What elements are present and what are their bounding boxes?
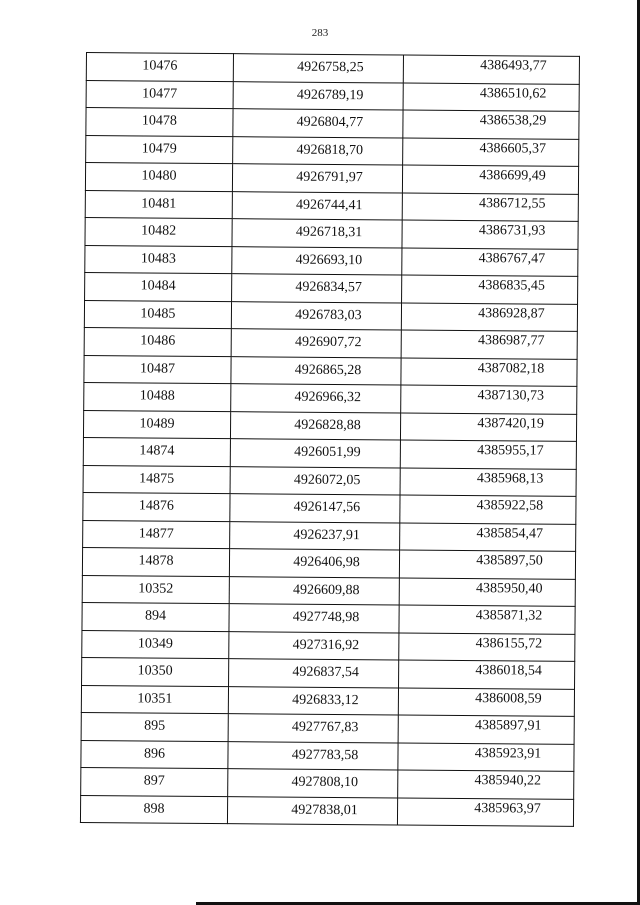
y-coordinate-text: 4385897,50 bbox=[476, 553, 543, 569]
point-id-text: 10478 bbox=[141, 113, 178, 129]
y-coordinate-text: 4385922,58 bbox=[476, 498, 544, 514]
point-id-text: 897 bbox=[143, 773, 165, 789]
table-row bbox=[82, 575, 575, 606]
table-row bbox=[81, 712, 574, 743]
x-coordinate-cell bbox=[228, 714, 398, 743]
x-coordinate-text: 4926791,97 bbox=[296, 169, 363, 186]
point-id-text: 896 bbox=[143, 746, 166, 762]
point-id-cell bbox=[83, 520, 230, 549]
x-coordinate-cell bbox=[233, 136, 403, 165]
table-row bbox=[86, 135, 579, 166]
y-coordinate-text: 4385854,47 bbox=[476, 525, 544, 542]
page-number: 283 bbox=[311, 27, 329, 39]
x-coordinate-text: 4927767,83 bbox=[291, 719, 359, 736]
point-id-cell bbox=[86, 135, 233, 164]
point-id-text: 14875 bbox=[139, 471, 175, 487]
point-id-cell bbox=[83, 492, 230, 521]
coordinates-table-body bbox=[80, 53, 579, 827]
x-coordinate-cell bbox=[233, 54, 403, 83]
point-id-text: 10489 bbox=[139, 416, 175, 432]
point-id-text: 10481 bbox=[141, 196, 177, 212]
point-id-cell bbox=[81, 712, 228, 741]
y-coordinate-cell bbox=[398, 770, 574, 799]
x-coordinate-cell bbox=[229, 549, 399, 578]
y-coordinate-cell bbox=[399, 605, 575, 634]
y-coordinate-cell bbox=[403, 137, 579, 166]
point-id-cell bbox=[83, 465, 230, 494]
table-row bbox=[85, 217, 578, 248]
x-coordinate-cell bbox=[227, 796, 397, 825]
y-coordinate-cell bbox=[403, 82, 579, 111]
y-coordinate-text: 4385897,91 bbox=[474, 718, 542, 734]
x-coordinate-cell bbox=[229, 659, 399, 688]
x-coordinate-cell bbox=[230, 494, 400, 523]
x-coordinate-text: 4926789,19 bbox=[296, 87, 364, 103]
point-id-text: 14874 bbox=[139, 443, 175, 459]
point-id-cell bbox=[84, 327, 231, 356]
x-coordinate-cell bbox=[230, 521, 400, 550]
point-id-text: 14878 bbox=[138, 553, 174, 569]
y-coordinate-cell bbox=[398, 715, 574, 744]
x-coordinate-text: 4926237,91 bbox=[293, 527, 361, 543]
point-id-text: 894 bbox=[145, 608, 167, 624]
y-coordinate-text: 4386987,77 bbox=[477, 333, 545, 349]
x-coordinate-text: 4926783,03 bbox=[295, 307, 362, 323]
point-id-cell bbox=[84, 355, 231, 384]
x-coordinate-text: 4926865,28 bbox=[294, 362, 362, 378]
point-id-cell bbox=[86, 80, 233, 109]
x-coordinate-cell bbox=[230, 411, 400, 440]
point-id-cell bbox=[82, 547, 229, 576]
table-row bbox=[84, 327, 577, 358]
table-row bbox=[85, 190, 578, 221]
point-id-text: 10485 bbox=[140, 306, 176, 322]
x-coordinate-text: 4926818,70 bbox=[296, 142, 364, 158]
x-coordinate-cell bbox=[231, 384, 401, 413]
y-coordinate-cell bbox=[401, 385, 577, 414]
point-id-text: 10351 bbox=[137, 691, 173, 707]
table-row bbox=[82, 630, 575, 661]
x-coordinate-cell bbox=[232, 246, 402, 275]
x-coordinate-text: 4926072,05 bbox=[293, 472, 361, 488]
y-coordinate-cell bbox=[399, 577, 575, 606]
point-id-cell bbox=[85, 190, 232, 219]
y-coordinate-text: 4386928,87 bbox=[478, 305, 545, 322]
x-coordinate-text: 4926907,72 bbox=[294, 334, 362, 351]
y-coordinate-text: 4386605,37 bbox=[479, 140, 547, 157]
y-coordinate-text: 4386018,54 bbox=[475, 663, 542, 679]
point-id-text: 10349 bbox=[137, 636, 173, 652]
point-id-text: 14876 bbox=[138, 498, 174, 514]
x-coordinate-text: 4926804,77 bbox=[296, 114, 364, 131]
point-id-text: 10488 bbox=[139, 388, 175, 404]
y-coordinate-text: 4385950,40 bbox=[475, 580, 543, 597]
y-coordinate-cell bbox=[400, 467, 576, 496]
table-row bbox=[83, 410, 576, 441]
y-coordinate-cell bbox=[398, 687, 574, 716]
x-coordinate-cell bbox=[232, 191, 402, 220]
y-coordinate-text: 4386699,49 bbox=[479, 168, 546, 184]
x-coordinate-text: 4926406,98 bbox=[293, 554, 360, 571]
point-id-text: 14877 bbox=[138, 526, 174, 542]
y-coordinate-cell bbox=[400, 412, 576, 441]
point-id-cell bbox=[82, 602, 229, 631]
y-coordinate-cell bbox=[401, 302, 577, 331]
point-id-cell bbox=[81, 740, 228, 769]
y-coordinate-text: 4385963,97 bbox=[474, 800, 541, 817]
point-id-text: 10477 bbox=[142, 86, 178, 102]
y-coordinate-text: 4386510,62 bbox=[479, 85, 547, 102]
point-id-text: 895 bbox=[144, 718, 166, 734]
y-coordinate-cell bbox=[399, 550, 575, 579]
x-coordinate-text: 4927838,01 bbox=[291, 802, 358, 818]
point-id-text: 10479 bbox=[141, 141, 177, 157]
x-coordinate-text: 4926758,25 bbox=[297, 59, 364, 76]
table-row bbox=[81, 685, 574, 716]
table-row bbox=[82, 657, 575, 688]
point-id-text: 10480 bbox=[141, 168, 177, 184]
table-row bbox=[85, 245, 578, 276]
x-coordinate-text: 4926828,88 bbox=[294, 417, 361, 433]
y-coordinate-cell bbox=[402, 275, 578, 304]
y-coordinate-cell bbox=[400, 440, 576, 469]
x-coordinate-cell bbox=[232, 274, 402, 303]
x-coordinate-text: 4926837,54 bbox=[292, 664, 359, 681]
x-coordinate-text: 4926609,88 bbox=[292, 582, 360, 598]
x-coordinate-cell bbox=[230, 439, 400, 468]
y-coordinate-text: 4386155,72 bbox=[475, 635, 543, 652]
point-id-cell bbox=[82, 630, 229, 659]
table-row bbox=[85, 272, 578, 303]
y-coordinate-cell bbox=[399, 660, 575, 689]
point-id-cell bbox=[86, 53, 233, 82]
y-coordinate-text: 4386538,29 bbox=[479, 113, 547, 129]
x-coordinate-cell bbox=[231, 329, 401, 358]
y-coordinate-text: 4386712,55 bbox=[479, 195, 546, 212]
y-coordinate-text: 4385871,32 bbox=[475, 608, 543, 624]
coordinates-table bbox=[80, 52, 580, 827]
point-id-text: 10484 bbox=[140, 278, 176, 294]
x-coordinate-cell bbox=[231, 301, 401, 330]
point-id-text: 10476 bbox=[142, 58, 178, 74]
x-coordinate-cell bbox=[230, 466, 400, 495]
x-coordinate-text: 4926718,31 bbox=[295, 224, 363, 241]
x-coordinate-text: 4926744,41 bbox=[295, 197, 363, 213]
x-coordinate-text: 4927316,92 bbox=[292, 637, 360, 653]
y-coordinate-text: 4386767,47 bbox=[478, 250, 546, 267]
table-row bbox=[86, 53, 579, 84]
point-id-text: 10487 bbox=[139, 361, 176, 377]
y-coordinate-text: 4385968,13 bbox=[476, 470, 544, 487]
point-id-cell bbox=[84, 300, 231, 329]
point-id-text: 10352 bbox=[138, 581, 174, 597]
table-row bbox=[82, 547, 575, 578]
x-coordinate-cell bbox=[232, 219, 402, 248]
x-coordinate-cell bbox=[232, 164, 402, 193]
point-id-cell bbox=[85, 163, 232, 192]
point-id-cell bbox=[83, 410, 230, 439]
x-coordinate-cell bbox=[229, 631, 399, 660]
x-coordinate-text: 4927748,98 bbox=[292, 609, 360, 626]
point-id-text: 10350 bbox=[137, 663, 173, 679]
point-id-cell bbox=[83, 437, 230, 466]
y-coordinate-cell bbox=[400, 495, 576, 524]
y-coordinate-cell bbox=[397, 797, 573, 826]
y-coordinate-text: 4386008,59 bbox=[475, 690, 542, 707]
point-id-cell bbox=[82, 657, 229, 686]
point-id-cell bbox=[85, 245, 232, 274]
table-row bbox=[85, 163, 578, 194]
y-coordinate-text: 4385955,17 bbox=[477, 443, 544, 459]
x-coordinate-text: 4926693,10 bbox=[295, 252, 363, 268]
y-coordinate-cell bbox=[402, 192, 578, 221]
x-coordinate-cell bbox=[229, 604, 399, 633]
point-id-text: 898 bbox=[143, 801, 165, 817]
point-id-cell bbox=[86, 108, 233, 137]
y-coordinate-text: 4387082,18 bbox=[477, 360, 545, 377]
y-coordinate-cell bbox=[402, 247, 578, 276]
x-coordinate-text: 4926834,57 bbox=[295, 279, 362, 296]
y-coordinate-text: 4386835,45 bbox=[478, 278, 545, 294]
x-coordinate-cell bbox=[233, 109, 403, 138]
table-row bbox=[82, 602, 575, 633]
y-coordinate-text: 4385923,91 bbox=[474, 745, 542, 762]
table-row bbox=[84, 382, 577, 413]
y-coordinate-text: 4386493,77 bbox=[480, 58, 547, 74]
table-row bbox=[80, 795, 573, 826]
table-row bbox=[83, 437, 576, 468]
x-coordinate-text: 4926147,56 bbox=[293, 499, 361, 516]
y-coordinate-cell bbox=[400, 522, 576, 551]
x-coordinate-text: 4926051,99 bbox=[294, 444, 361, 461]
point-id-cell bbox=[84, 382, 231, 411]
point-id-cell bbox=[85, 217, 232, 246]
point-id-cell bbox=[82, 575, 229, 604]
y-coordinate-cell bbox=[402, 220, 578, 249]
table-row bbox=[81, 740, 574, 771]
x-coordinate-text: 4926966,32 bbox=[294, 389, 362, 406]
x-coordinate-cell bbox=[228, 769, 398, 798]
point-id-text: 10483 bbox=[140, 251, 176, 267]
y-coordinate-cell bbox=[401, 357, 577, 386]
x-coordinate-cell bbox=[233, 81, 403, 110]
point-id-cell bbox=[81, 685, 228, 714]
x-coordinate-cell bbox=[229, 576, 399, 605]
point-id-cell bbox=[81, 767, 228, 796]
x-coordinate-cell bbox=[228, 686, 398, 715]
table-row bbox=[86, 108, 579, 139]
y-coordinate-text: 4386731,93 bbox=[478, 223, 546, 239]
table-row bbox=[86, 80, 579, 111]
table-row bbox=[83, 520, 576, 551]
x-coordinate-cell bbox=[228, 741, 398, 770]
y-coordinate-text: 4387420,19 bbox=[477, 415, 544, 432]
point-id-cell bbox=[80, 795, 227, 824]
x-coordinate-cell bbox=[231, 356, 401, 385]
y-coordinate-cell bbox=[398, 742, 574, 771]
x-coordinate-text: 4927783,58 bbox=[291, 747, 359, 763]
y-coordinate-text: 4387130,73 bbox=[477, 388, 545, 404]
point-id-text: 10486 bbox=[140, 333, 176, 349]
y-coordinate-text: 4385940,22 bbox=[474, 773, 542, 789]
x-coordinate-text: 4926833,12 bbox=[292, 692, 359, 708]
point-id-cell bbox=[85, 272, 232, 301]
table-row bbox=[84, 355, 577, 386]
y-coordinate-cell bbox=[403, 110, 579, 139]
y-coordinate-cell bbox=[403, 55, 579, 84]
y-coordinate-cell bbox=[399, 632, 575, 661]
y-coordinate-cell bbox=[401, 330, 577, 359]
table-row bbox=[84, 300, 577, 331]
point-id-text: 10482 bbox=[141, 223, 177, 239]
x-coordinate-text: 4927808,10 bbox=[291, 774, 359, 791]
table-row bbox=[83, 492, 576, 523]
y-coordinate-cell bbox=[402, 165, 578, 194]
table-row bbox=[81, 767, 574, 798]
table-row bbox=[83, 465, 576, 496]
